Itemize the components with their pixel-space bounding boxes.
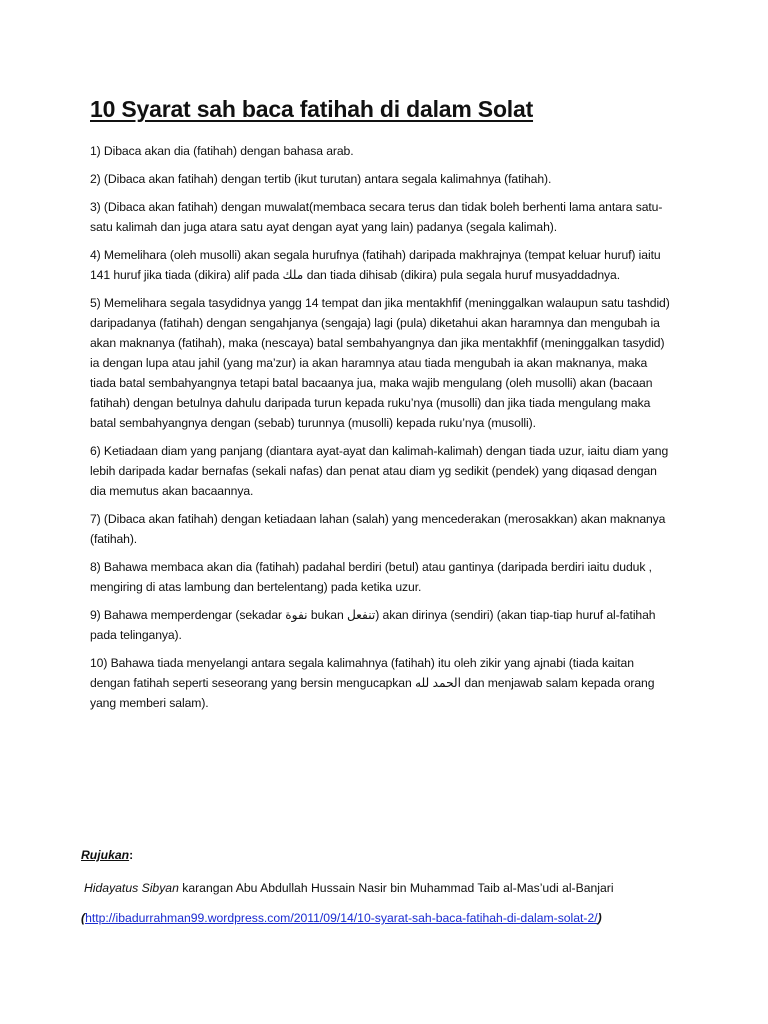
close-paren: ) (597, 911, 602, 925)
condition-list (90, 141, 672, 713)
open-paren: ( (81, 911, 86, 925)
reference-citation (84, 878, 728, 898)
book-title: Hidayatus Sibyan (84, 881, 179, 895)
condition-item-10: 10) Bahawa tiada menyelangi antara segala kalimahnya (fatihah) itu oleh zikir yang ajnabi (tiada kaitan dengan fatihah seperti seseorang yang bersin mengucapkan الحمد لله dan menjawab salam kepada orang yang memberi salam). (90, 656, 655, 710)
reference-section (81, 846, 728, 928)
book-author: karangan Abu Abdullah Hussain Nasir bin Muhammad Taib al-Mas’udi al-Banjari (178, 881, 614, 895)
condition-item-8: 8) Bahawa membaca akan dia (fatihah) padahal berdiri (betul) atau gantinya (daripada berdiri iaitu duduk , mengiring di atas lambung dan bertelentang) pada ketika uzur. (90, 560, 652, 594)
reference-url-link[interactable]: http://ibadurrahman99.wordpress.com/2011/09/14/10-syarat-sah-baca-fatihah-di-dalam-solat-2/ (85, 911, 598, 925)
reference-label: Rujukan (81, 848, 130, 862)
reference-colon: : (129, 848, 134, 862)
document-title: 10 Syarat sah baca fatihah di dalam Solat (90, 96, 534, 122)
condition-item-6: 6) Ketiadaan diam yang panjang (diantara ayat-ayat dan kalimah-kalimah) dengan tiada uzur, iaitu diam yang lebih daripada kadar bernafas (sekali nafas) dan penat atau diam yg sedikit (pendek) yang diqasad dengan dia memutus akan bacaannya. (90, 444, 669, 498)
condition-item-3: 3) (Dibaca akan fatihah) dengan muwalat(membaca secara terus dan tidak boleh berhenti lama antara satu-satu kalimah dan juga atara satu ayat dengan ayat yang lain) padanya (segala kalimah). (90, 200, 663, 234)
reference-link-line (81, 908, 728, 928)
condition-item-7: 7) (Dibaca akan fatihah) dengan ketiadaan lahan (salah) yang mencederakan (merosakkan) akan maknanya (fatihah). (90, 512, 666, 546)
condition-item-2: 2) (Dibaca akan fatihah) dengan tertib (ikut turutan) antara segala kalimahnya (fatihah). (90, 172, 552, 186)
condition-item-1: 1) Dibaca akan dia (fatihah) dengan bahasa arab. (90, 144, 354, 158)
condition-item-5: 5) Memelihara segala tasydidnya yangg 14 tempat dan jika mentakhfif (meninggalkan walaupun satu tashdid) daripadanya (fatihah) dengan sengahjanya (sengaja) lagi (pula) diketahui akan haramnya dan mengubah ia akan maknanya (fatihah), maka (nescaya) batal sembahyangnya dan jika mentakhfif (meninggalkan tasydid) ia dengan lupa atau jahil (yang ma’zur) ia akan haramnya atau tiada mengubah ia akan maknanya, maka tiada batal sembahyangnya tetapi batal bacaanya jua, maka wajib mengulang (oleh musolli) akan (bacaan fatihah) dengan betulnya dahulu daripada turun kepada ruku’nya (musolli) dan jika tiada mengulang maka batal sembahyangnya dengan (sebab) turunnya (musolli) kepada ruku’nya (musolli). (90, 296, 670, 430)
condition-item-4: 4) Memelihara (oleh musolli) akan segala hurufnya (fatihah) daripada makhrajnya (tempat keluar huruf) iaitu 141 huruf jika tiada (dikira) alif pada ملك dan tiada dihisab (dikira) pula segala huruf musyaddadnya. (90, 248, 661, 282)
condition-item-9: 9) Bahawa memperdengar (sekadar نفوة bukan تنفعل) akan dirinya (sendiri) (akan tiap-tiap huruf al-fatihah pada telinganya). (90, 608, 656, 642)
